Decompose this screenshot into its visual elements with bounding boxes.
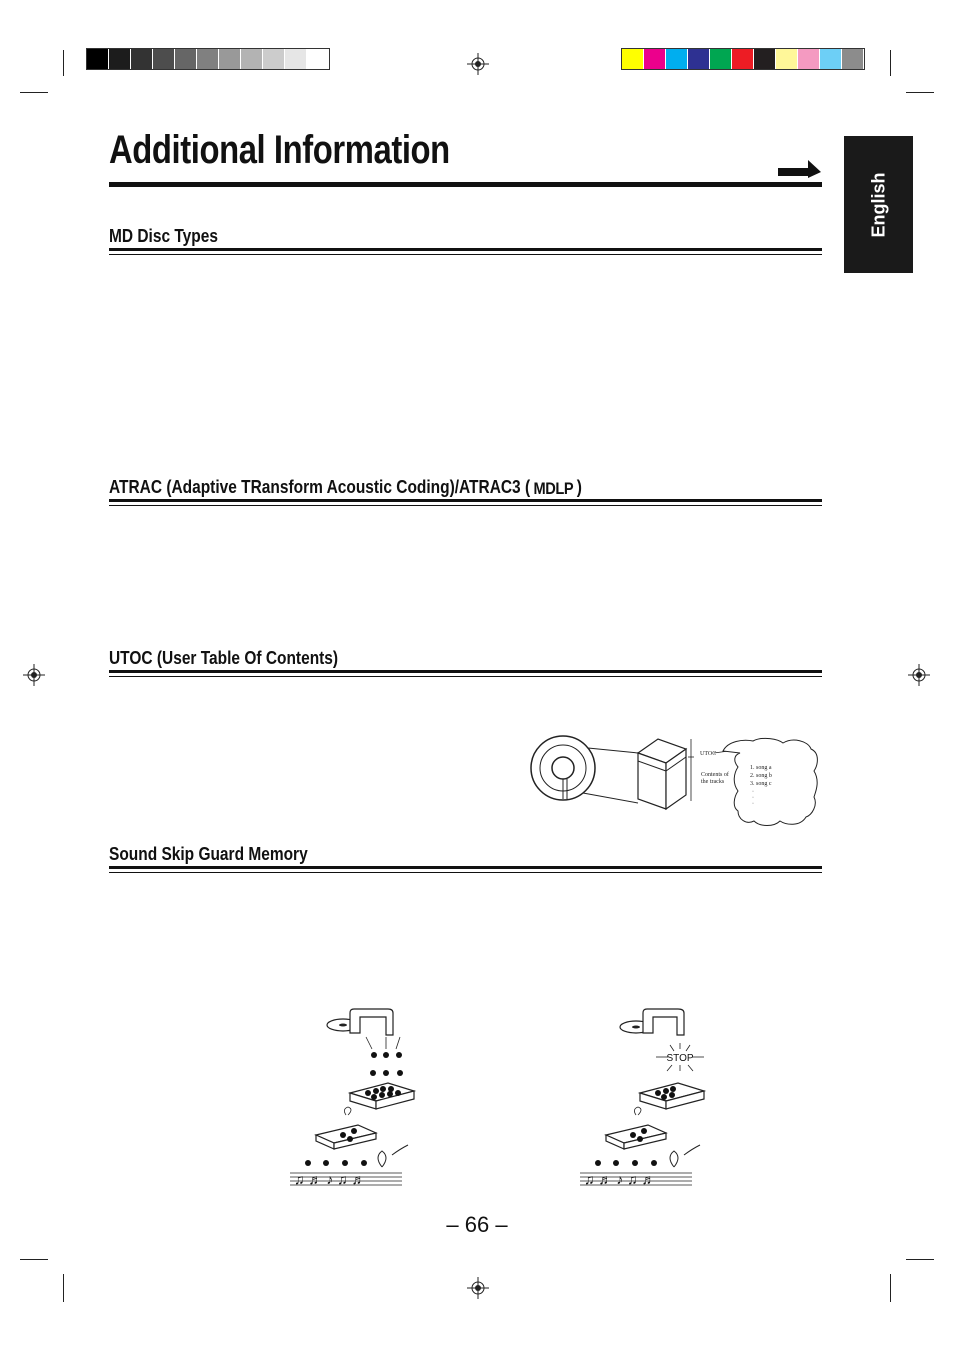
section-rule: [109, 670, 822, 673]
registration-target-icon: [908, 664, 930, 686]
section-rule: [109, 866, 822, 869]
registration-target-icon: [23, 664, 45, 686]
utoc-label: UTOC: [700, 751, 717, 757]
crop-mark: [906, 92, 934, 93]
utoc-diagram: [528, 733, 824, 829]
gray-swatch: [153, 49, 175, 69]
color-swatch: [842, 49, 864, 69]
contents-label-line2: the tracks: [701, 779, 725, 785]
section-heading-atrac: [109, 477, 582, 499]
memory-chip-icon: [350, 1083, 414, 1109]
pickup-head-icon: [620, 1009, 684, 1035]
gray-swatch: [197, 49, 219, 69]
color-swatch: [644, 49, 666, 69]
gray-swatch: [307, 49, 329, 69]
language-tab: [844, 136, 913, 273]
crop-mark: [63, 1274, 64, 1302]
md-disc-icon: [531, 736, 595, 800]
color-swatch: [688, 49, 710, 69]
crop-mark: [890, 1274, 891, 1302]
color-swatch: [732, 49, 754, 69]
svg-text:·: ·: [752, 801, 754, 807]
color-swatch: [754, 49, 776, 69]
music-staff-icon: [580, 1171, 692, 1187]
grayscale-bar: [86, 48, 330, 70]
section-rule: [109, 248, 822, 251]
svg-text:♫ ♬ ♪ ♫ ♬: ♫ ♬ ♪ ♫ ♬: [584, 1171, 656, 1187]
gray-swatch: [109, 49, 131, 69]
music-staff-icon: [290, 1171, 402, 1187]
gray-swatch: [175, 49, 197, 69]
color-swatch: [776, 49, 798, 69]
registration-target-icon: [467, 1277, 489, 1299]
section-rule: [109, 676, 822, 677]
gray-swatch: [131, 49, 153, 69]
crop-mark: [20, 92, 48, 93]
atrac-heading-suffix: ): [576, 477, 582, 497]
song-3: 3. song c: [750, 781, 772, 787]
gray-swatch: [241, 49, 263, 69]
continue-arrow-icon: [778, 156, 822, 178]
crop-mark: [63, 50, 64, 76]
color-swatch: [710, 49, 732, 69]
song-1: 1. song a: [750, 765, 772, 771]
gray-swatch: [263, 49, 285, 69]
language-tab-label: English: [868, 171, 888, 238]
title-rule: [109, 182, 822, 187]
output-block-icon: [606, 1125, 666, 1149]
crop-mark: [906, 1259, 934, 1260]
section-rule: [109, 254, 822, 255]
page-number: – 66 –: [446, 1212, 508, 1237]
registration-target-icon: [467, 53, 489, 75]
section-rule: [109, 505, 822, 506]
pickup-head-icon: [327, 1009, 393, 1035]
page-title: Additional Information: [109, 128, 450, 172]
svg-text:·: ·: [752, 789, 754, 795]
gray-swatch: [219, 49, 241, 69]
svg-text:·: ·: [752, 795, 754, 801]
color-swatch: [666, 49, 688, 69]
section-heading-md-disc-types: MD Disc Types: [109, 226, 218, 246]
color-swatch: [798, 49, 820, 69]
mdlp-logo: MDLP: [533, 478, 574, 498]
skip-guard-diagram-normal: [288, 1005, 408, 1191]
section-heading-sound-skip-guard: Sound Skip Guard Memory: [109, 844, 308, 864]
disc-section-block: [638, 739, 686, 809]
color-swatch: [622, 49, 644, 69]
crop-mark: [20, 1259, 48, 1260]
song-2: 2. song b: [750, 773, 772, 779]
svg-text:♫ ♬ ♪ ♫ ♬: ♫ ♬ ♪ ♫ ♬: [294, 1171, 366, 1187]
section-heading-utoc: UTOC (User Table Of Contents): [109, 648, 339, 668]
color-swatch: [820, 49, 842, 69]
section-rule: [109, 499, 822, 502]
contents-label-line1: Contents of: [701, 772, 729, 778]
color-bar: [621, 48, 865, 70]
stop-burst-icon: [656, 1043, 704, 1071]
stop-label: STOP: [666, 1053, 694, 1064]
crop-mark: [890, 50, 891, 76]
gray-swatch: [87, 49, 109, 69]
memory-chip-icon: [640, 1083, 704, 1109]
output-block-icon: [316, 1125, 376, 1149]
atrac-heading-text: ATRAC (Adaptive TRansform Acoustic Coding)/ATRAC3 (: [109, 477, 531, 497]
skip-guard-diagram-stopped: [578, 1005, 698, 1191]
section-rule: [109, 872, 822, 873]
gray-swatch: [285, 49, 307, 69]
